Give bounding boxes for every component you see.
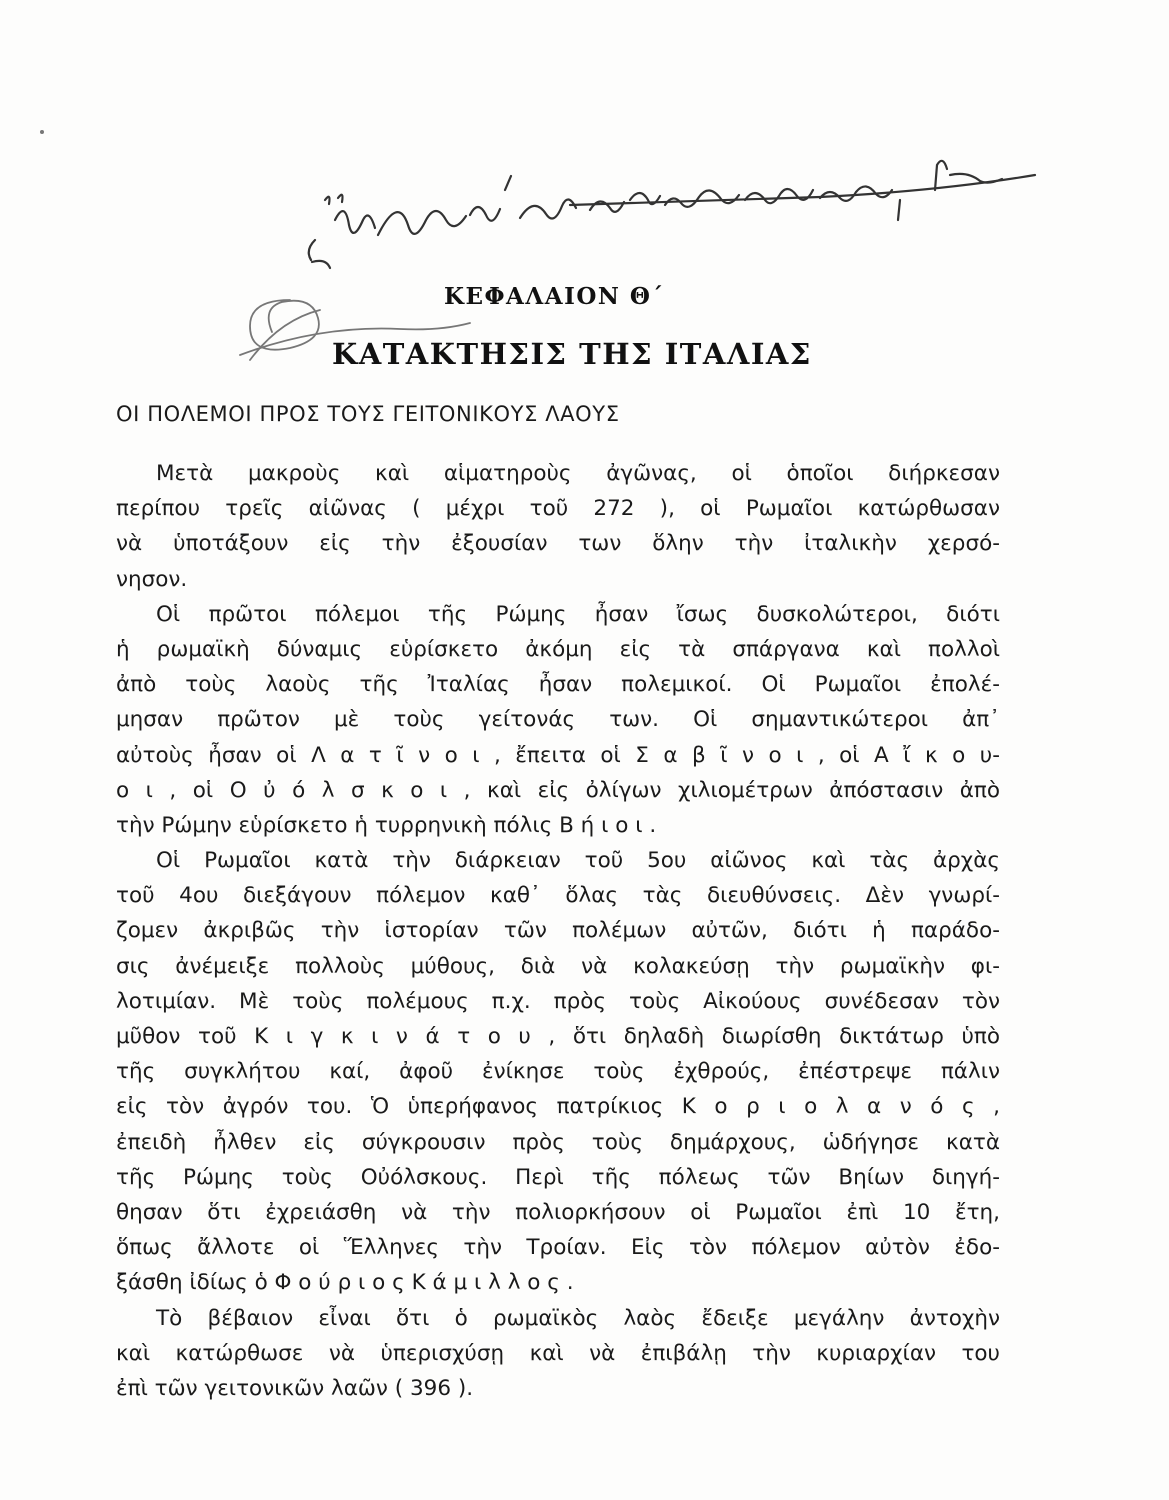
text-line: καὶ κατώρθωσε νὰ ὑπερισχύσῃ καὶ νὰ ἐπιβάλῃ τὴν κυριαρχίαν του (116, 1340, 1000, 1366)
handwriting-stroke (820, 186, 892, 200)
handwriting-stroke (898, 161, 947, 220)
text-line: ζομεν ἀκριβῶς τὴν ἱστορίαν τῶν πολέμων αὐτῶν, διότι ἡ παράδο- (116, 918, 1000, 944)
text-line: τοῦ 4ου διεξάγουν πόλεμον καθ᾽ ὅλας τὰς διευθύνσεις. Δὲν γνωρί- (116, 883, 1000, 909)
signature-loop (250, 300, 319, 350)
handwriting-stroke (470, 176, 511, 221)
handwriting-stroke (325, 195, 343, 204)
chapter-title: ΚΑΤΑΚΤΗΣΙΣ ΤΗΣ ΙΤΑΛΙΑΣ (332, 337, 812, 371)
text-line: ἀπὸ τοὺς λαοὺς τῆς Ἰταλίας ἦσαν πολεμικοί. Οἱ Ρωμαῖοι ἐπολέ- (116, 672, 1000, 698)
text-line: Οἱ Ρωμαῖοι κατὰ τὴν διάρκειαν τοῦ 5ου αἰῶνος καὶ τὰς ἀρχὰς (156, 848, 1000, 874)
handwriting-stroke (520, 199, 576, 218)
text-line: ὅπως ἄλλοτε οἱ Ἕλληνες τὴν Τροίαν. Εἰς τὸν πόλεμον αὐτὸν ἐδο- (116, 1235, 1000, 1261)
text-line: ο ι , οἱ Ο ὐ ό λ σ κ ο ι , καὶ εἰς ὀλίγων χιλιομέτρων ἀπόστασιν ἀπὸ (116, 777, 1000, 803)
text-line: περίπου τρεῖς αἰῶνας ( μέχρι τοῦ 272 ), οἱ Ρωμαῖοι κατώρθωσαν (116, 496, 1000, 522)
handwriting-stroke (378, 211, 466, 235)
handwriting-stroke (950, 174, 1002, 183)
text-line: ἐπειδὴ ἦλθεν εἰς σύγκρουσιν πρὸς τοὺς δημάρχους, ὡδήγησε κατὰ (116, 1129, 1000, 1155)
text-line: Τὸ βέβαιον εἶναι ὅτι ὁ ρωμαϊκὸς λαὸς ἔδειξε μεγάλην ἀντοχὴν (156, 1305, 1000, 1331)
handwriting-stroke (745, 189, 813, 203)
text-line: λοτιμίαν. Μὲ τοὺς πολέμους π.χ. πρὸς τοὺς Αἰκούους συνέδεσαν τὸν (116, 988, 1000, 1014)
text-line: νησον. (116, 566, 188, 592)
handwriting-stroke (309, 240, 330, 268)
text-line: σις ἀνέμειξε πολλοὺς μύθους, διὰ νὰ κολακεύσῃ τὴν ρωμαϊκὴν φι- (116, 953, 1000, 979)
section-heading: ΟΙ ΠΟΛΕΜΟΙ ΠΡΟΣ ΤΟΥΣ ΓΕΙΤΟΝΙΚΟΥΣ ΛΑΟΥΣ (116, 402, 620, 426)
handwriting-stroke (335, 211, 375, 233)
text-line: Οἱ πρῶτοι πόλεμοι τῆς Ρώμης ἦσαν ἴσως δυσκολώτεροι, διότι (156, 601, 1000, 627)
text-line: ἡ ρωμαϊκὴ δύναμις εὑρίσκετο ἀκόμη εἰς τὰ σπάργανα καὶ πολλοὶ (116, 636, 1000, 662)
text-line: αὐτοὺς ἦσαν οἱ Λ α τ ῖ ν ο ι , ἔπειτα οἱ Σ α β ῖ ν ο ι , οἱ Α ἴ κ ο υ- (116, 742, 1000, 768)
text-line: τῆς συγκλήτου καί, ἀφοῦ ἐνίκησε τοὺς ἐχθρούς, ἐπέστρεψε πάλιν (116, 1059, 1000, 1085)
handwriting-stroke (665, 190, 739, 206)
chapter-label: ΚΕΦΑΛΑΙΟΝ Θ΄ (444, 283, 665, 310)
text-line: μησαν πρῶτον μὲ τοὺς γείτονάς των. Οἱ σημαντικώτεροι ἀπ᾽ (116, 707, 1000, 733)
text-line: ἐπὶ τῶν γειτονικῶν λαῶν ( 396 ). (116, 1375, 474, 1401)
body-text (116, 456, 1000, 1406)
text-line: νὰ ὑποτάξουν εἰς τὴν ἐξουσίαν των ὅλην τὴν ἰταλικὴν χερσό- (116, 531, 1000, 557)
text-line: Μετὰ μακροὺς καὶ αἱματηροὺς ἀγῶνας, οἱ ὁποῖοι διήρκεσαν (156, 461, 1000, 486)
text-line: τῆς Ρώμης τοὺς Οὐόλσκους. Περὶ τῆς πόλεως τῶν Βηίων διηγή- (116, 1164, 1000, 1190)
handwriting-stroke (570, 175, 1035, 205)
text-line: τὴν Ρώμην εὑρίσκετο ἡ τυρρηνικὴ πόλις Β ή ι ο ι . (116, 812, 657, 838)
text-line: μῦθον τοῦ Κ ι γ κ ι ν ά τ ο υ , ὅτι δηλαδὴ διωρίσθη δικτάτωρ ὑπὸ (116, 1024, 1000, 1049)
text-line: θησαν ὅτι ἐχρειάσθη νὰ τὴν πολιορκήσουν οἱ Ρωμαῖοι ἐπὶ 10 ἔτη, (116, 1199, 1000, 1225)
text-line: εἰς τὸν ἀγρόν του. Ὁ ὑπερήφανος πατρίκιος Κ ο ρ ι ο λ α ν ό ς , (116, 1094, 1000, 1120)
signature-line (250, 310, 320, 360)
speck-mark (40, 130, 44, 134)
handwriting-stroke (590, 193, 660, 212)
text-line: ξάσθη ἰδίως ὁ Φ ο ύ ρ ι ο ς Κ ά μ ι λ λ ο ς . (116, 1270, 574, 1296)
